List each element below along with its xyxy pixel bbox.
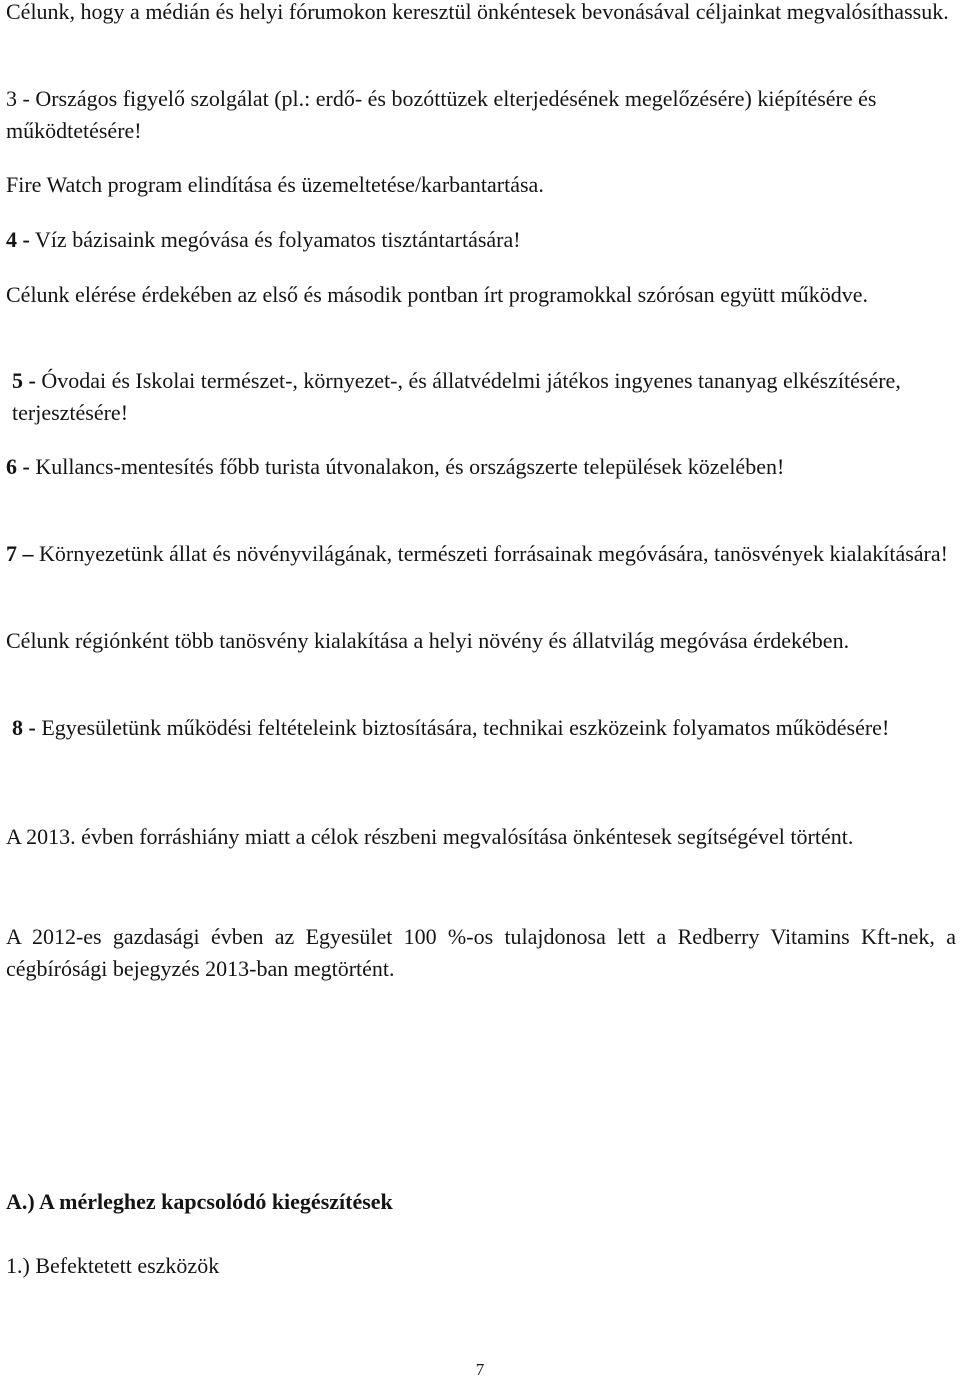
paragraph-goals-volunteers: Célunk, hogy a médián és helyi fórumokon keresztül önkéntesek bevonásával céljainkat megvalósíthassuk.	[6, 0, 949, 24]
item-text-6: Kullancs-mentesítés főbb turista útvonalakon, és országszerte települések közelében!	[29, 454, 785, 479]
item-number-5: 5 -	[12, 368, 36, 393]
subsection-heading: 1.) Befektetett eszközök	[6, 1253, 220, 1278]
paragraph-item-7	[6, 538, 956, 570]
item-text-7: Környezetünk állat és növényvilágának, természeti forrásainak megóvására, tanösvények kialakítására!	[33, 541, 948, 566]
paragraph-item-8	[12, 712, 956, 744]
page-number: 7	[475, 1360, 485, 1379]
paragraph-item-5	[12, 365, 956, 429]
paragraph-2013-funding: A 2013. évben forráshiány miatt a célok részbeni megvalósítása önkéntesek segítségével történt.	[6, 824, 854, 849]
paragraph-goal-cooperation: Célunk elérése érdekében az első és második pontban írt programokkal szórósan együtt működve.	[6, 282, 869, 307]
item-number-8: 8 -	[12, 715, 36, 740]
item-number-6: 6 -	[6, 454, 30, 479]
item-text-4: Víz bázisaink megóvása és folyamatos tisztántartására!	[29, 227, 521, 252]
item-number-7: 7 –	[6, 541, 34, 566]
item-text-8: Egyesületünk működési feltételeink biztosítására, technikai eszközeink folyamatos működésére!	[35, 715, 890, 740]
paragraph-2012-ownership: A 2012-es gazdasági évben az Egyesület 100 %-os tulajdonosa lett a Redberry Vitamins Kft-nek, a cégbírósági bejegyzés 2013-ban megtörtént.	[6, 924, 956, 981]
item-text-5: Óvodai és Iskolai természet-, környezet-, és állatvédelmi játékos ingyenes tananyag elkészítésére, terjesztésére!	[12, 368, 901, 425]
paragraph-fire-watch: Fire Watch program elindítása és üzemeltetése/karbantartása.	[6, 172, 544, 197]
paragraph-item-6	[6, 451, 956, 483]
paragraph-item-4	[6, 224, 956, 256]
section-heading: A.) A mérleghez kapcsolódó kiegészítések	[6, 1189, 393, 1214]
item-number-4: 4 -	[6, 227, 30, 252]
paragraph-item-3: 3 - Országos figyelő szolgálat (pl.: erdő- és bozóttüzek elterjedésének megelőzésére) kiépítésére és működtetésére!	[6, 86, 877, 143]
paragraph-trails-goal: Célunk régiónként több tanösvény kialakítása a helyi növény és állatvilág megóvása érdekében.	[6, 628, 850, 653]
